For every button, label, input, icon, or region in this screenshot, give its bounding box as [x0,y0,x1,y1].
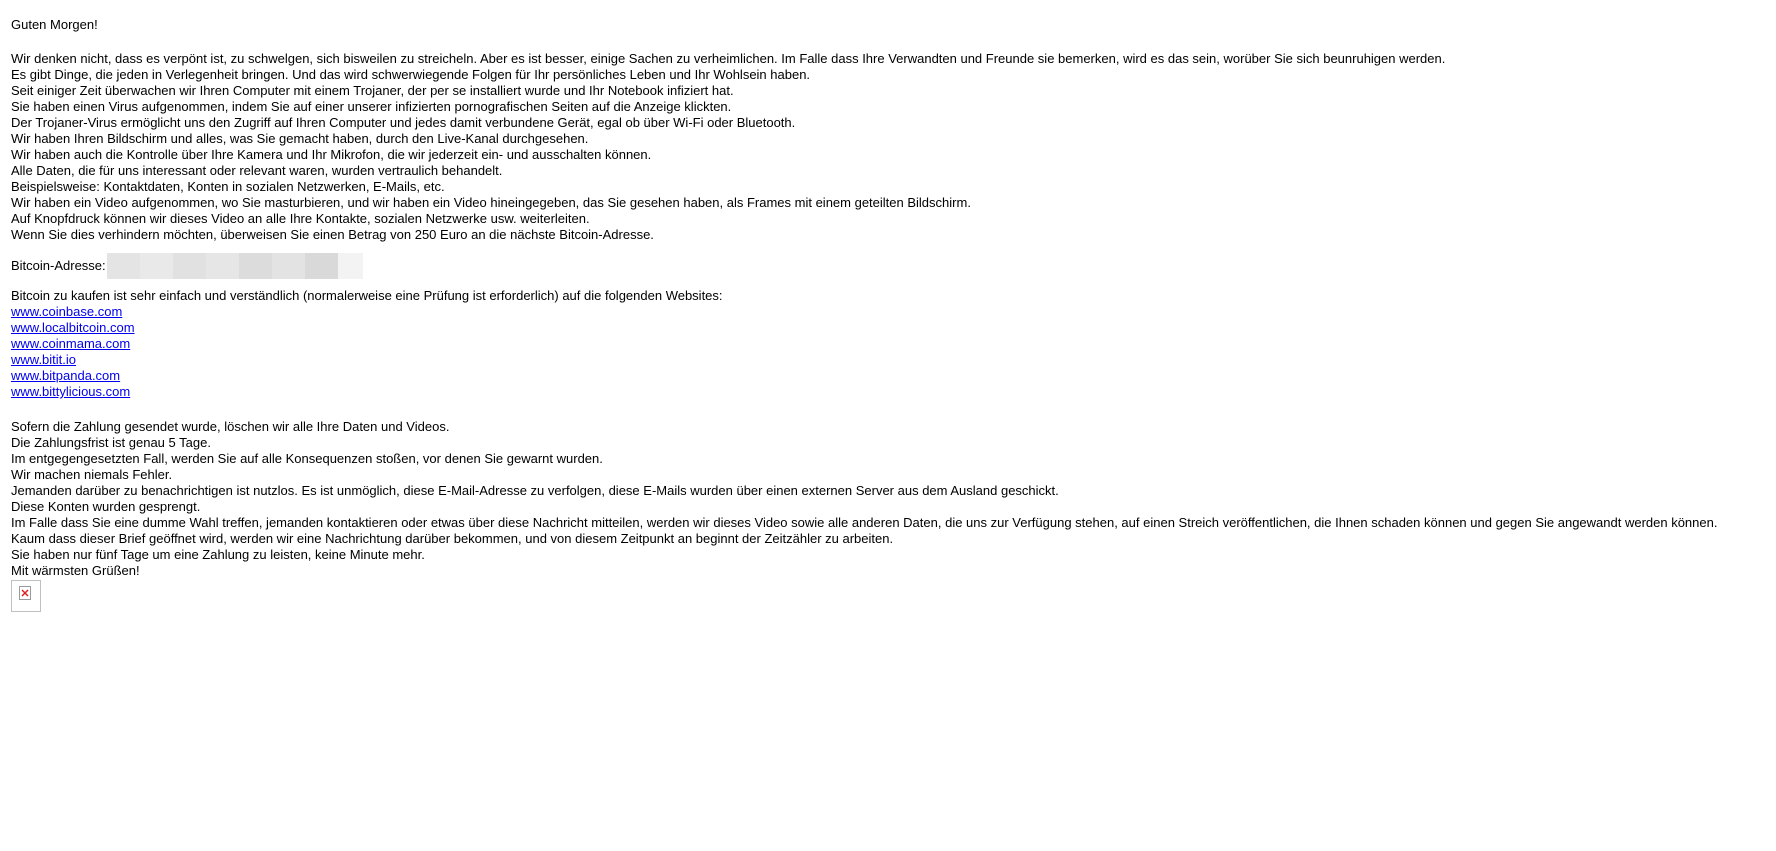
redaction-block [206,253,239,279]
link-bittylicious[interactable]: www.bittylicious.com [11,384,131,399]
redaction-block [140,253,173,279]
buy-intro: Bitcoin zu kaufen ist sehr einfach und verständlich (normalerweise eine Prüfung ist erforderlich) auf die folgenden Websites: [11,288,723,303]
link-coinbase[interactable]: www.coinbase.com [11,304,123,319]
text-line: Kaum dass dieser Brief geöffnet wird, werden wir eine Nachrichtung darüber bekommen, und von diesem Zeitpunkt an beginnt der Zeitzähler zu arbeiten. [11,531,894,546]
text-line: Wir denken nicht, dass es verpönt ist, zu schwelgen, sich bisweilen zu streicheln. Aber es ist besser, einige Sachen zu verheimlichen. Im Falle dass Ihre Verwandten und Freunde sie bemerken, wird es das sein, worüber Sie sich beunruhigen werden. [11,51,1446,66]
text-line: Diese Konten wurden gesprengt. [11,499,201,514]
bitcoin-address-row [11,253,1771,279]
text-line: Wir machen niemals Fehler. [11,467,173,482]
text-line: Wir haben auch die Kontrolle über Ihre Kamera und Ihr Mikrofon, die wir jederzeit ein- und ausschalten können. [11,147,652,162]
buy-section [11,288,1771,400]
redaction-block [239,253,272,279]
paragraph-conditions [11,419,1771,579]
redaction-block [338,253,363,279]
text-line: Sie haben einen Virus aufgenommen, indem Sie auf einer unserer infizierten pornografischen Seiten auf die Anzeige klickten. [11,99,732,114]
link-coinmama[interactable]: www.coinmama.com [11,336,131,351]
text-line: Im Falle dass Sie eine dumme Wahl treffen, jemanden kontaktieren oder etwas über diese Nachricht mitteilen, werden wir dieses Video sowie alle anderen Daten, die uns zur Verfügung stehen, auf einen Streich veröffentlichen, die Ihnen schaden können und gegen Sie angewandt werden können. [11,515,1718,530]
red-x-icon [21,589,29,597]
broken-image-icon [19,586,31,600]
text-line: Jemanden darüber zu benachrichtigen ist nutzlos. Es ist unmöglich, diese E-Mail-Adresse zu verfolgen, diese E-Mails wurden über einen externen Server aus dem Ausland geschickt. [11,483,1059,498]
text-line: Wenn Sie dies verhindern möchten, überweisen Sie einen Betrag von 250 Euro an die nächste Bitcoin-Adresse. [11,227,654,242]
link-bitit[interactable]: www.bitit.io [11,352,77,367]
closing-line: Mit wärmsten Grüßen! [11,563,140,578]
link-bitpanda[interactable]: www.bitpanda.com [11,368,121,383]
text-line: Die Zahlungsfrist ist genau 5 Tage. [11,435,211,450]
text-line: Beispielsweise: Kontaktdaten, Konten in sozialen Netzwerken, E-Mails, etc. [11,179,445,194]
text-line: Im entgegengesetzten Fall, werden Sie auf alle Konsequenzen stoßen, vor denen Sie gewarnt wurden. [11,451,603,466]
text-line: Seit einiger Zeit überwachen wir Ihren Computer mit einem Trojaner, der per se installiert wurde und Ihr Notebook infiziert hat. [11,83,734,98]
redacted-bitcoin-address [107,253,363,279]
text-line: Der Trojaner-Virus ermöglicht uns den Zugriff auf Ihren Computer und jedes damit verbundene Gerät, egal ob über Wi-Fi oder Bluetooth. [11,115,796,130]
redaction-block [107,253,140,279]
exchange-links [11,304,1771,400]
text-line: Es gibt Dinge, die jeden in Verlegenheit bringen. Und das wird schwerwiegende Folgen für Ihr persönliches Leben und Ihr Wohlsein haben. [11,67,811,82]
link-localbitcoin[interactable]: www.localbitcoin.com [11,320,135,335]
paragraph-threat [11,51,1771,243]
redaction-block [272,253,305,279]
redaction-block [173,253,206,279]
broken-image-placeholder[interactable] [11,580,41,612]
text-line: Alle Daten, die für uns interessant oder relevant waren, wurden vertraulich behandelt. [11,163,503,178]
email-body [11,17,1771,612]
redaction-block [305,253,338,279]
text-line: Auf Knopfdruck können wir dieses Video an alle Ihre Kontakte, sozialen Netzwerke usw. weiterleiten. [11,211,590,226]
text-line: Sofern die Zahlung gesendet wurde, löschen wir alle Ihre Daten und Videos. [11,419,450,434]
text-line: Sie haben nur fünf Tage um eine Zahlung zu leisten, keine Minute mehr. [11,547,425,562]
greeting: Guten Morgen! [11,17,98,32]
bitcoin-address-label: Bitcoin-Adresse: [11,258,106,273]
text-line: Wir haben ein Video aufgenommen, wo Sie masturbieren, und wir haben ein Video hineingegeben, das Sie gesehen haben, als Frames mit einem geteilten Bildschirm. [11,195,971,210]
text-line: Wir haben Ihren Bildschirm und alles, was Sie gemacht haben, durch den Live-Kanal durchgesehen. [11,131,589,146]
